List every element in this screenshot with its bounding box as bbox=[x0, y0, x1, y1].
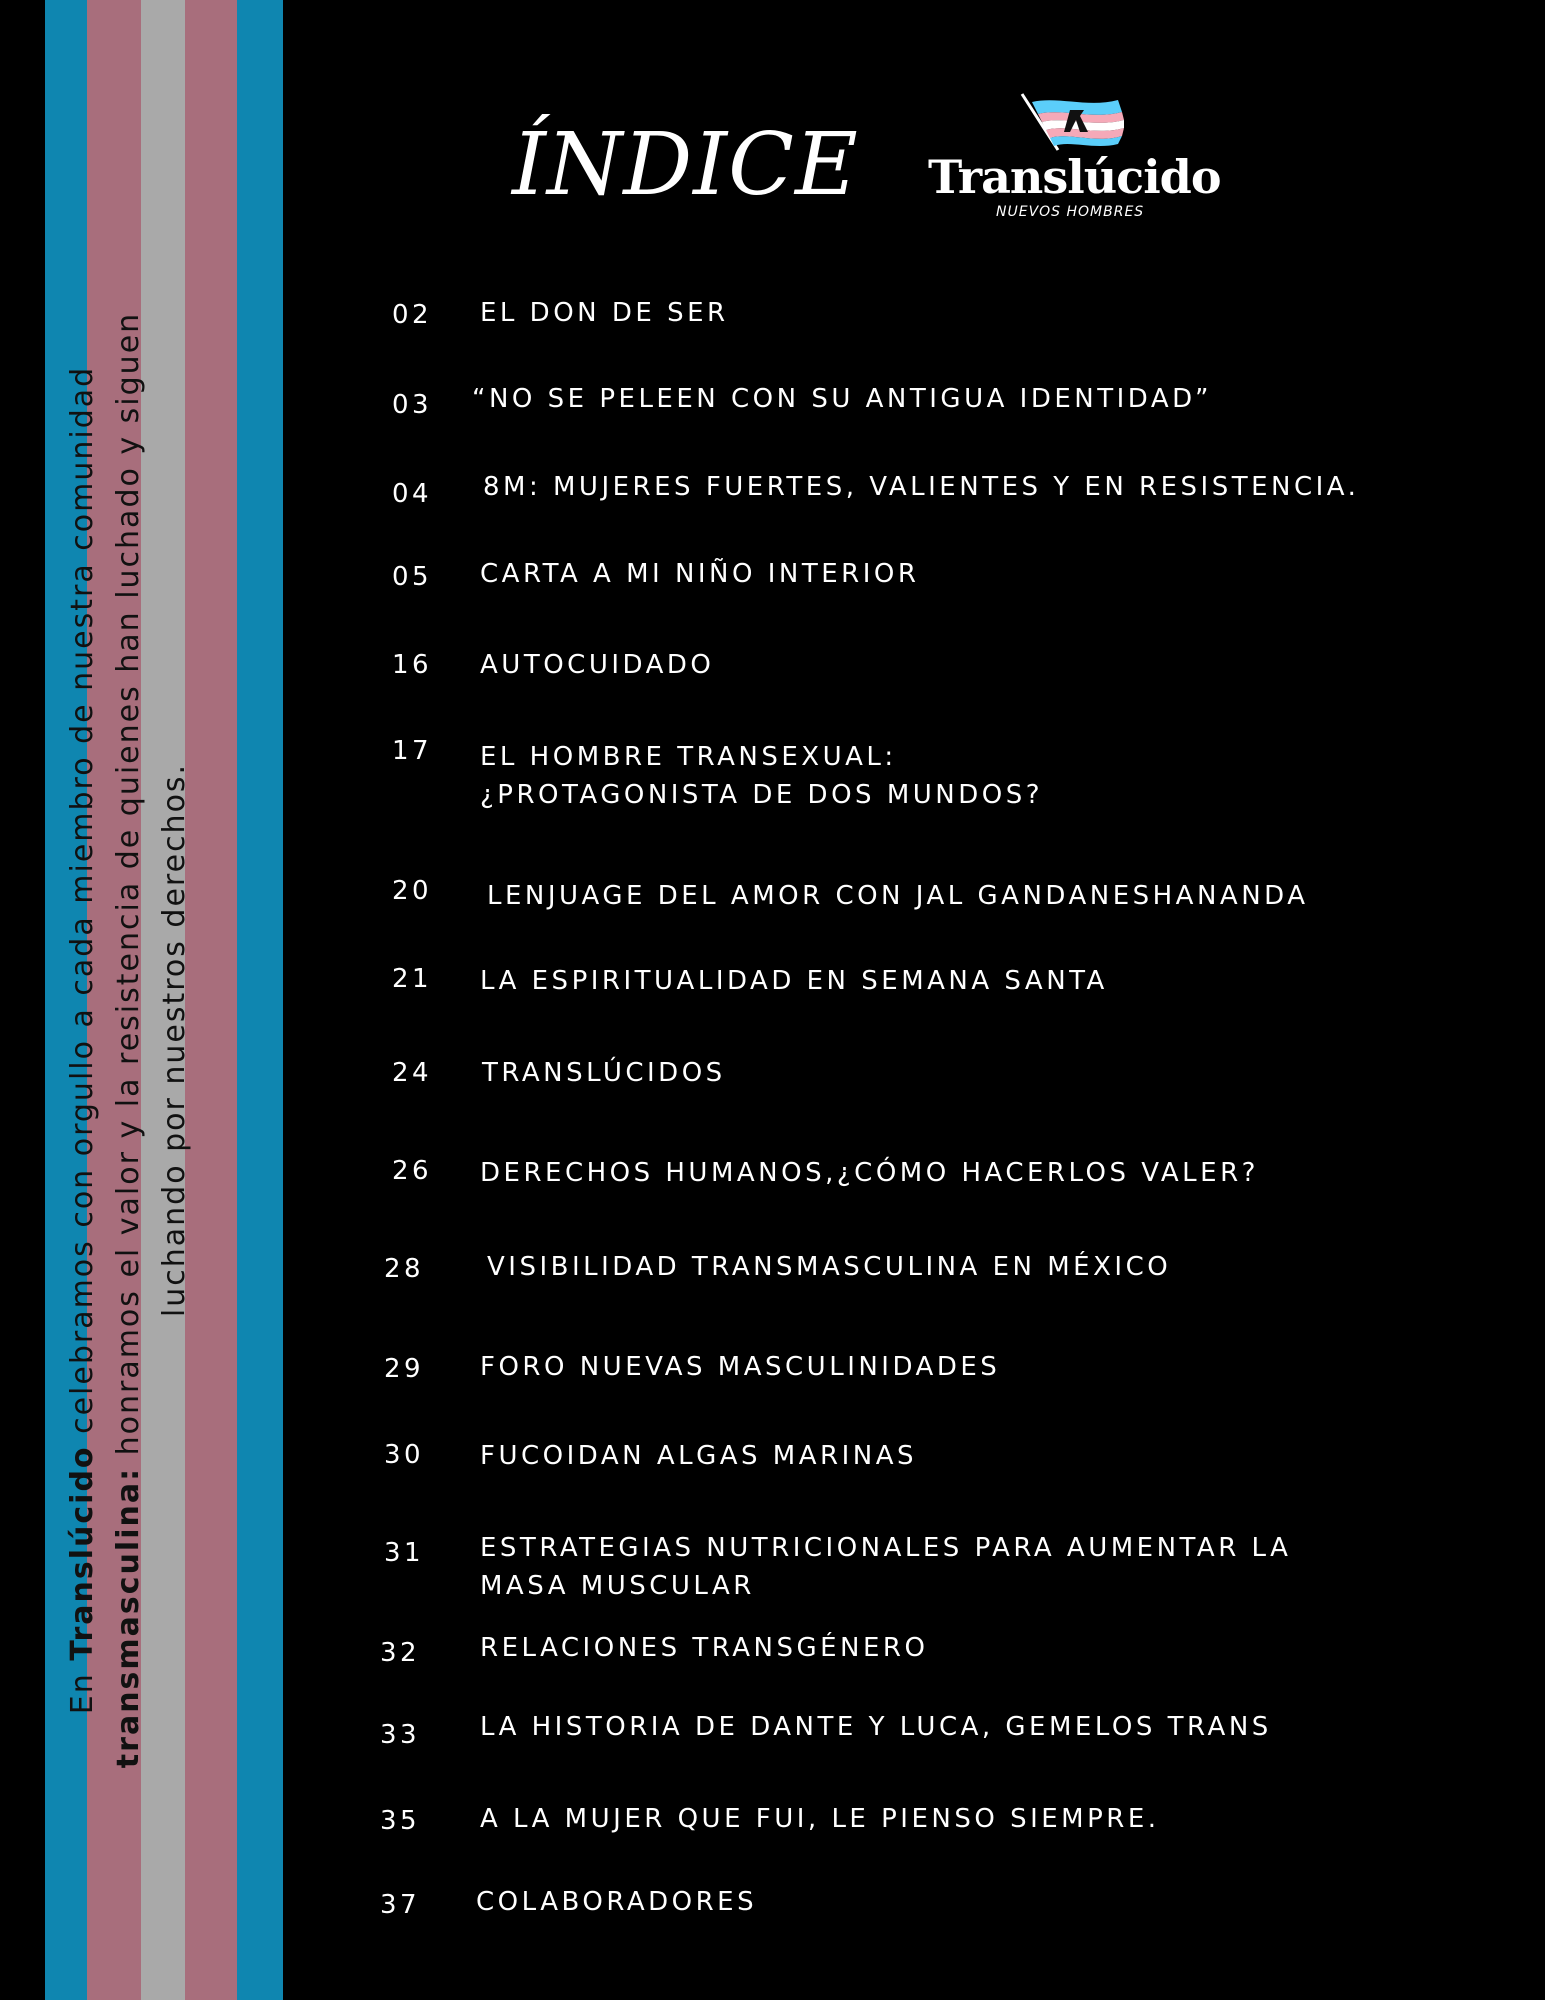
logo-subtitle: NUEVOS HOMBRES bbox=[996, 204, 1145, 220]
toc-entry-title[interactable]: TRANSLÚCIDOS bbox=[482, 1058, 726, 1088]
toc-page-number: 16 bbox=[392, 650, 433, 680]
toc-entry-title[interactable]: LA HISTORIA DE DANTE Y LUCA, GEMELOS TRANS bbox=[480, 1712, 1272, 1742]
toc-page-number: 35 bbox=[380, 1806, 421, 1836]
toc-entry-title[interactable]: CARTA A MI NIÑO INTERIOR bbox=[480, 559, 920, 589]
toc-page-number: 02 bbox=[392, 300, 433, 330]
page-title: ÍNDICE bbox=[512, 115, 859, 215]
toc-page-number: 37 bbox=[380, 1890, 421, 1920]
toc-page-number: 33 bbox=[380, 1720, 421, 1750]
toc-page-number: 17 bbox=[392, 736, 433, 766]
toc-page-number: 05 bbox=[392, 562, 433, 592]
toc-page-number: 04 bbox=[392, 479, 433, 509]
toc-page-number: 03 bbox=[392, 390, 433, 420]
toc-entry-title[interactable]: ESTRATEGIAS NUTRICIONALES PARA AUMENTAR LA bbox=[480, 1533, 1292, 1563]
toc-page-number: 29 bbox=[384, 1354, 425, 1384]
toc-entry-title[interactable]: COLABORADORES bbox=[476, 1887, 758, 1917]
toc-entry-title[interactable]: FUCOIDAN ALGAS MARINAS bbox=[480, 1441, 918, 1471]
toc-entry-title[interactable]: VISIBILIDAD TRANSMASCULINA EN MÉXICO bbox=[487, 1252, 1172, 1282]
toc-page-number: 20 bbox=[392, 876, 433, 906]
toc-page-number: 32 bbox=[380, 1638, 421, 1668]
flag-stripe-blue bbox=[237, 0, 283, 2000]
toc-page-number: 24 bbox=[392, 1058, 433, 1088]
toc-entry-title[interactable]: LENJUAGE DEL AMOR CON JAL GANDANESHANANDA bbox=[487, 881, 1309, 911]
dedication-line-3: luchando por nuestros derechos. bbox=[157, 762, 192, 1318]
flag-logo-icon bbox=[1018, 92, 1128, 152]
toc-entry-title-continued[interactable]: MASA MUSCULAR bbox=[480, 1571, 755, 1601]
toc-entry-title[interactable]: A LA MUJER QUE FUI, LE PIENSO SIEMPRE. bbox=[480, 1804, 1160, 1834]
toc-page-number: 28 bbox=[384, 1254, 425, 1284]
toc-entry-title[interactable]: EL DON DE SER bbox=[480, 298, 729, 328]
toc-page-number: 30 bbox=[384, 1440, 425, 1470]
logo-name: Translúcido bbox=[928, 150, 1221, 204]
toc-entry-title-continued[interactable]: ¿PROTAGONISTA DE DOS MUNDOS? bbox=[480, 780, 1044, 810]
brand-logo bbox=[928, 92, 1221, 242]
toc-entry-title[interactable]: RELACIONES TRANSGÉNERO bbox=[480, 1633, 929, 1663]
toc-page-number: 31 bbox=[384, 1538, 425, 1568]
toc-entry-title[interactable]: 8M: MUJERES FUERTES, VALIENTES Y EN RESISTENCIA. bbox=[483, 472, 1360, 502]
toc-entry-title[interactable]: “NO SE PELEEN CON SU ANTIGUA IDENTIDAD” bbox=[472, 384, 1212, 414]
toc-page-number: 26 bbox=[392, 1156, 433, 1186]
toc-entry-title[interactable]: EL HOMBRE TRANSEXUAL: bbox=[480, 742, 897, 772]
toc-entry-title[interactable]: FORO NUEVAS MASCULINIDADES bbox=[480, 1352, 1001, 1382]
dedication-text bbox=[60, 240, 198, 1840]
toc-entry-title[interactable]: AUTOCUIDADO bbox=[480, 650, 715, 680]
toc-entry-title[interactable]: LA ESPIRITUALIDAD EN SEMANA SANTA bbox=[480, 966, 1108, 996]
toc-entry-title[interactable]: DERECHOS HUMANOS,¿CÓMO HACERLOS VALER? bbox=[480, 1158, 1259, 1188]
toc-page-number: 21 bbox=[392, 964, 433, 994]
dedication-line-2: transmasculina: honramos el valor y la resistencia de quienes han luchado y siguen bbox=[111, 311, 146, 1769]
dedication-line-1: En Translúcido celebramos con orgullo a cada miembro de nuestra comunidad bbox=[65, 365, 100, 1715]
